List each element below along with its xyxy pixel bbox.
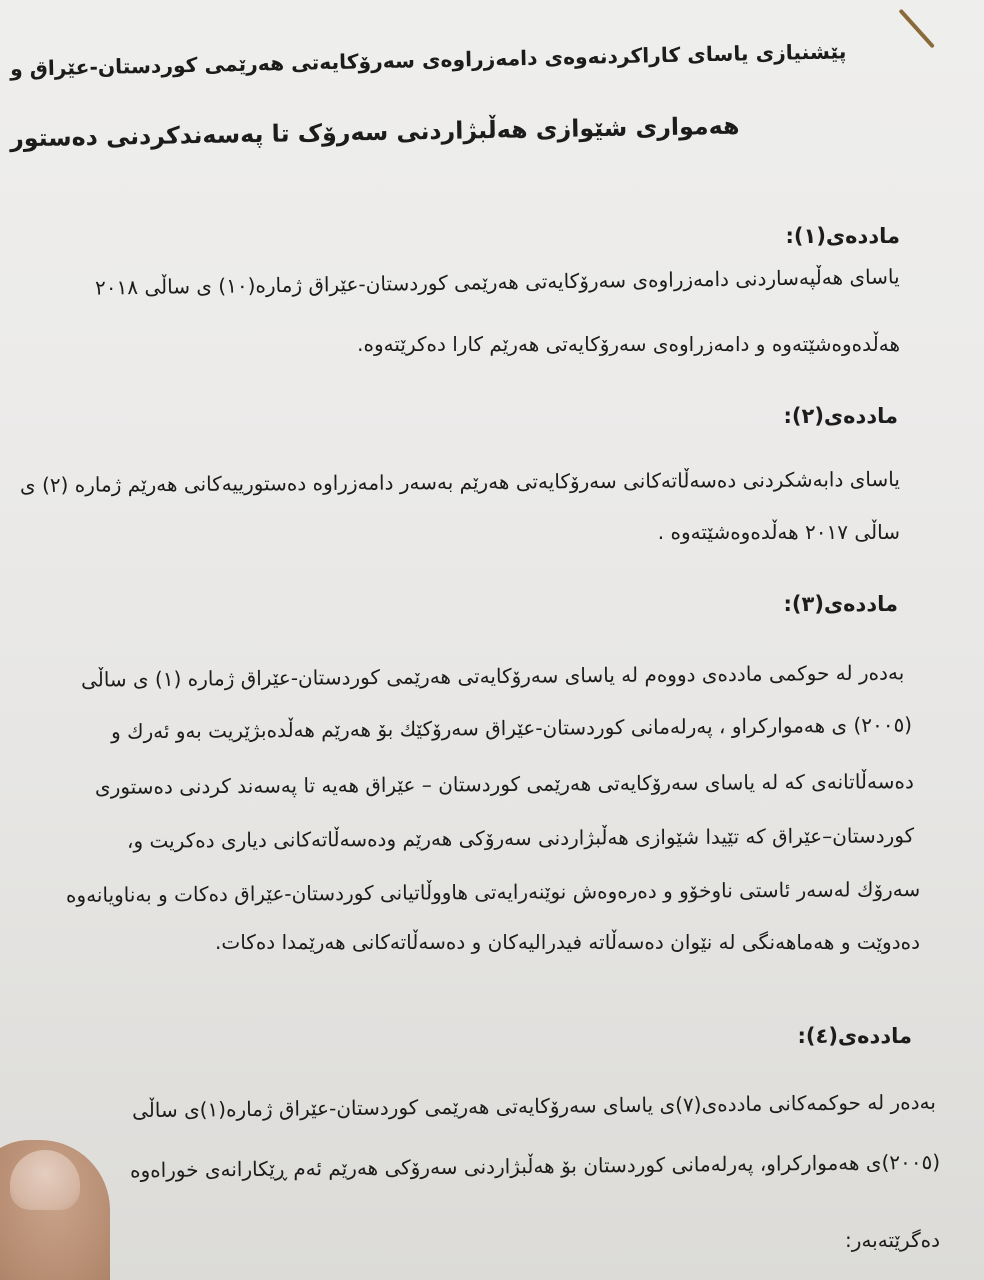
article-2-heading: ماددەی(٢): bbox=[783, 404, 898, 428]
article-2-line-1: یاسای دابەشکردنی دەسەڵاتەکانی سەرۆکایەتی هەرێم بەسەر دامەزراوە دەستورییەکانی هەرێم ژمارە (٢) ی bbox=[20, 466, 901, 498]
article-1-line-2: هەڵدەوەشێتەوە و دامەزراوەی سەرۆکایەتی هەرێم کارا دەکرێتەوە. bbox=[357, 332, 900, 356]
article-1-line-1: یاسای هەڵپەساردنی دامەزراوەی سەرۆکایەتی هەرێمی کوردستان-عێراق ژمارە(١٠) ی ساڵی ٢٠١٨ bbox=[95, 264, 901, 300]
article-4-heading: ماددەی(٤): bbox=[797, 1024, 912, 1048]
article-1-heading: ماددەی(١): bbox=[785, 224, 900, 248]
article-3-line-6: دەدوێت و هەماهەنگی لە نێوان دەسەڵاتە فیدرالیەکان و دەسەڵاتەکانی هەرێمدا دەکات. bbox=[215, 930, 920, 954]
article-3-line-1: بەدەر لە حوکمی ماددەی دووەم لە یاسای سەرۆکایەتی هەرێمی کوردستان-عێراق ژمارە (١) ی ساڵی bbox=[80, 660, 905, 692]
article-3-line-5: سەرۆك لەسەر ئاستی ناوخۆو و دەرەوەش نوێنەرایەتی هاووڵاتیانی کوردستان-عێراق دەکات و بەناویانەوە bbox=[65, 877, 921, 907]
article-4-line-1: بەدەر لە حوکمەکانی ماددەی(٧)ی یاسای سەرۆکایەتی هەرێمی کوردستان-عێراق ژمارە(١)ی ساڵی bbox=[132, 1089, 937, 1123]
pen-tip bbox=[899, 9, 935, 49]
article-3-line-3: دەسەڵاتانەی کە لە یاسای سەرۆکایەتی هەرێمی کوردستان – عێراق هەیە تا پەسەند کردنی دەستوری bbox=[95, 769, 915, 799]
article-4-line-3: دەگرێتەبەر: bbox=[845, 1228, 940, 1252]
article-3-line-2: (٢٠٠٥) ی هەموارکراو ، پەرلەمانی کوردستان-عێراق سەرۆکێك بۆ هەرێم هەڵدەبژێریت بەو ئەرك و bbox=[110, 712, 913, 744]
document-title-line-1: پێشنیازی یاسای کاراکردنەوەی دامەزراوەی سەرۆکایەتی هەرێمی کوردستان-عێراق و bbox=[9, 39, 847, 81]
article-3-line-4: کوردستان–عێراق کە تێیدا شێوازی هەڵبژاردنی سەرۆکی هەرێم ودەسەڵاتەکانی دیاری دەکریت و، bbox=[126, 823, 915, 853]
article-4-line-2: (٢٠٠٥)ی هەموارکراو، پەرلەمانی کوردستان بۆ هەڵبژاردنی سەرۆکی هەرێم ئەم ڕێکارانەی خوراەوە bbox=[129, 1149, 941, 1183]
document-title-line-2: هەمواری شێوازی هەڵبژاردنی سەرۆک تا پەسەندکردنی دەستور bbox=[10, 111, 741, 153]
article-2-line-2: ساڵی ٢٠١٧ هەڵدەوەشێتەوە . bbox=[657, 520, 900, 544]
article-3-heading: ماددەی(٣): bbox=[783, 592, 898, 616]
